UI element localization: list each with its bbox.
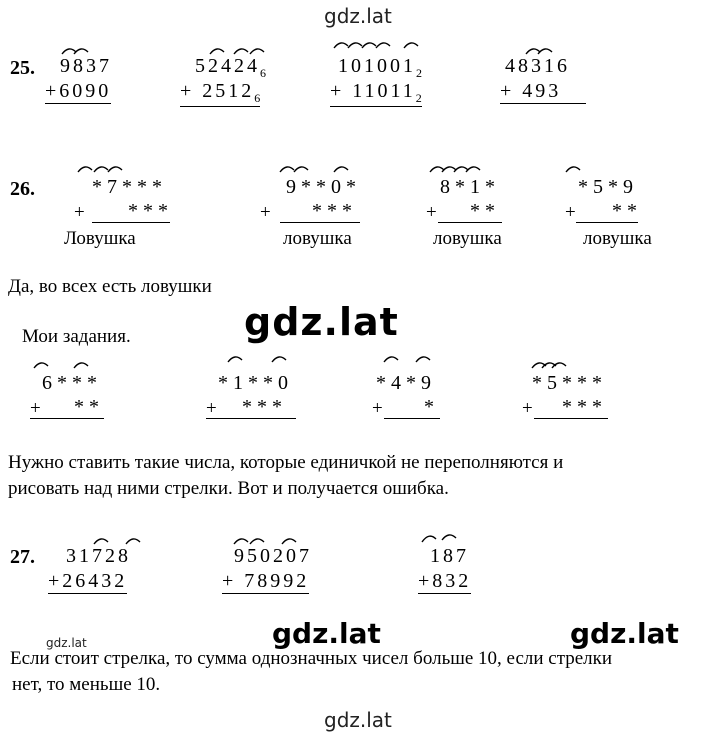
t27-ex1-top: 31728 (66, 545, 131, 567)
watermark-footer: gdz.lat (324, 708, 392, 732)
t27-ex3-top: 187 (430, 545, 469, 567)
my-ex4-plus: + (522, 398, 533, 419)
t25-ex4-bottom: + 493 (500, 80, 586, 104)
watermark-bottom-left: gdz.lat (46, 636, 87, 650)
carry-arrows-27-3 (420, 530, 470, 544)
t25-ex2-top: $52424_6$ (195, 55, 266, 80)
carry-arrows-my-3 (382, 352, 442, 364)
my-ex1-top: 6*** (42, 372, 102, 394)
t25-ex3-bottom: + $11011_2$ (330, 80, 422, 105)
my-tasks-explanation-2: рисовать над ними стрелки. Вот и получается ошибка. (8, 478, 449, 499)
t26-answer: Да, во всех есть ловушки (8, 276, 212, 297)
t26-ex4-plus: + (565, 202, 576, 223)
t26-ex3-bottom: ** (470, 200, 500, 222)
my-ex2-plus: + (206, 398, 217, 419)
t25-ex2-bottom: + $2512_6$ (180, 80, 261, 105)
carry-arrows-my-1 (32, 358, 102, 370)
t25-ex1-bottom: +6090 (45, 80, 112, 102)
t26-ex4-label: ловушка (583, 228, 652, 249)
watermark-middle: gdz.lat (244, 300, 399, 344)
carry-arrows-26-2 (278, 162, 378, 174)
my-ex2-top: *1**0 (218, 372, 293, 394)
t26-ex2-label: ловушка (283, 228, 352, 249)
carry-arrows-25-3 (332, 38, 432, 50)
my-ex2-line (206, 418, 296, 419)
task-number-25: 25. (10, 57, 35, 79)
t25-ex1-top: 9837 (60, 55, 112, 77)
t27-conclusion-1: Если стоит стрелка, то сумма однозначных чисел больше 10, если стрелки (10, 648, 613, 669)
watermark-top: gdz.lat (324, 4, 392, 28)
t26-ex1-label: Ловушка (64, 228, 136, 249)
t26-ex2-plus: + (260, 202, 271, 223)
my-tasks-title: Мои задания. (22, 326, 131, 347)
t26-ex1-plus: + (74, 202, 85, 223)
watermark-bottom-center: gdz.lat (272, 617, 381, 650)
t26-ex2-top: 9**0* (286, 176, 361, 198)
task-number-27: 27. (10, 546, 35, 568)
t26-ex3-top: 8*1* (440, 176, 500, 198)
t27-ex3-bottom: +832 (418, 570, 472, 592)
t26-ex3-plus: + (426, 202, 437, 223)
t26-ex3-label: ловушка (433, 228, 502, 249)
t26-ex4-top: *5*9 (578, 176, 638, 198)
t27-ex2-bottom: + 78992 (222, 570, 310, 592)
t25-ex4-top: 48316 (505, 55, 570, 77)
my-ex3-top: *4*9 (376, 372, 436, 394)
t27-conclusion-2: нет, то меньше 10. (12, 674, 161, 695)
watermark-bottom-right: gdz.lat (570, 617, 679, 650)
carry-arrows-my-2 (226, 352, 296, 364)
my-ex4-top: *5*** (532, 372, 607, 394)
t26-ex4-bottom: ** (612, 200, 642, 222)
my-ex4-line (534, 418, 608, 419)
my-ex4-bottom: *** (562, 396, 607, 418)
carry-arrows-26-3 (428, 162, 498, 174)
my-ex2-bottom: *** (242, 396, 287, 418)
carry-arrows-26-1 (76, 162, 136, 174)
my-ex3-plus: + (372, 398, 383, 419)
t25-ex3-top: $101001_2$ (338, 55, 422, 80)
t26-ex1-top: *7*** (92, 176, 167, 198)
my-tasks-explanation-1: Нужно ставить такие числа, которые единичкой не переполняются и (8, 452, 564, 473)
my-ex1-plus: + (30, 398, 41, 419)
my-ex1-bottom: ** (74, 396, 104, 418)
task-number-26: 26. (10, 178, 35, 200)
my-ex1-line (30, 418, 104, 419)
my-ex3-line (384, 418, 440, 419)
t26-ex4-line (576, 222, 638, 223)
t27-ex1-bottom: +26432 (48, 570, 128, 592)
t26-ex2-line (280, 222, 360, 223)
carry-arrows-26-4 (564, 162, 594, 174)
t26-ex2-bottom: *** (312, 200, 357, 222)
t26-ex1-line (92, 222, 170, 223)
t26-ex1-bottom: *** (128, 200, 173, 222)
t26-ex3-line (438, 222, 502, 223)
my-ex3-bottom: * (424, 396, 439, 418)
carry-arrows-my-4 (530, 358, 580, 370)
t27-ex2-top: 950207 (234, 545, 312, 567)
